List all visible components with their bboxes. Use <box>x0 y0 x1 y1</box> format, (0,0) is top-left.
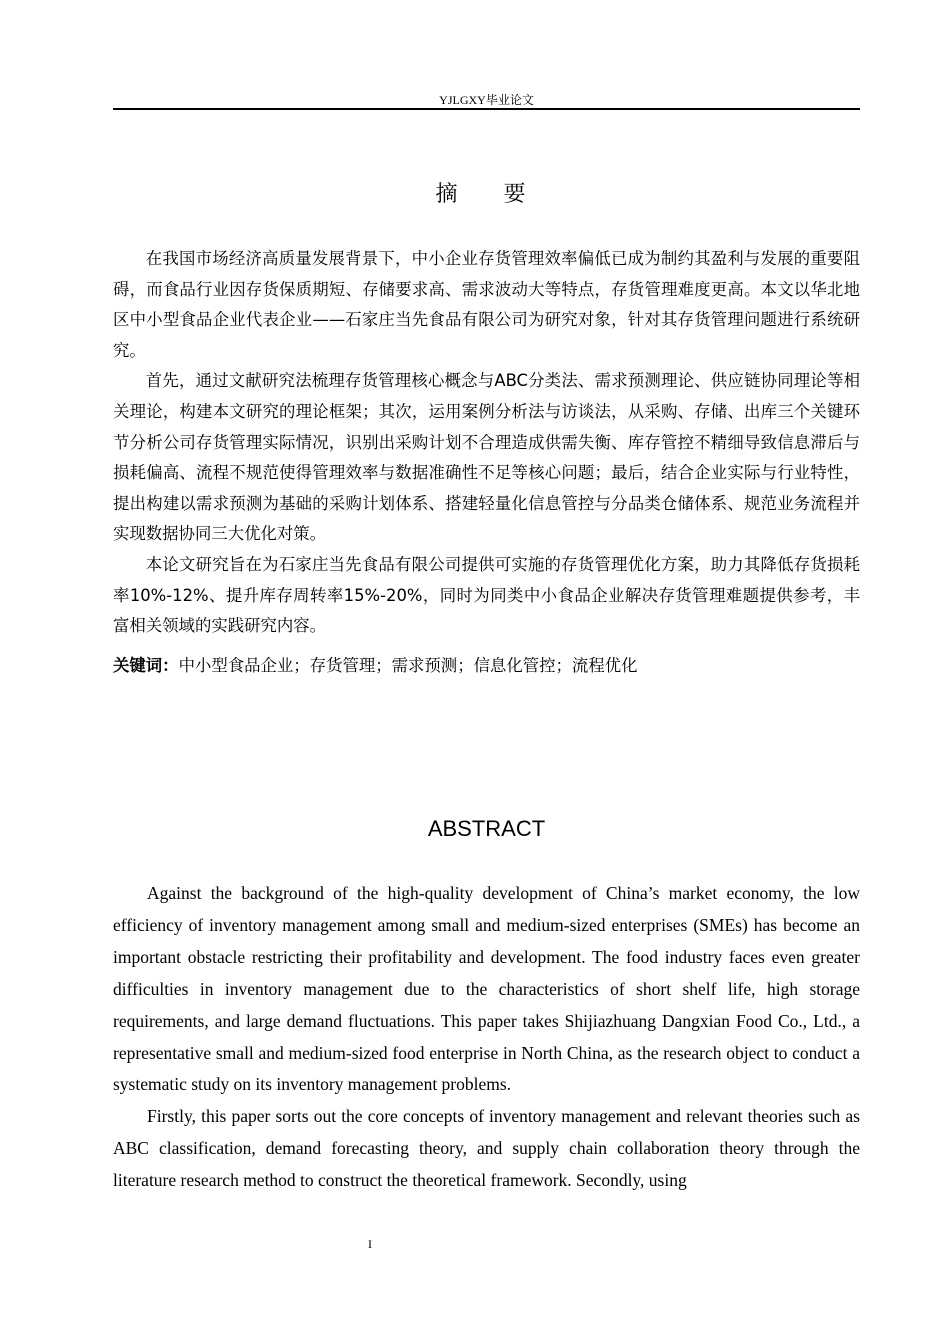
keywords-line <box>113 651 860 682</box>
page-number: I <box>368 1237 372 1251</box>
header-text: YJLGXY毕业论文 <box>439 93 534 107</box>
abstract-cn-body <box>113 244 860 681</box>
abstract-en-body <box>113 878 860 1197</box>
keywords-label: 关键词： <box>113 655 179 675</box>
abstract-en-title: ABSTRACT <box>427 816 546 841</box>
abstract-cn-paragraph: 首先，通过文献研究法梳理存货管理核心概念与ABC分类法、需求预测理论、供应链协同理论等相关理论，构建本文研究的理论框架；其次，运用案例分析法与访谈法，从采购、存储、出库三个关键环节分析公司存货管理实际情况，识别出采购计划不合理造成供需失衡、库存管控不精细导致信息滞后与损耗偏高、流程不规范使得管理效率与数据准确性不足等核心问题；最后，结合企业实际与行业特性，提出构建以需求预测为基础的采购计划体系、搭建轻量化信息管控与分品类仓储体系、规范业务流程并实现数据协同三大优化对策。 <box>113 371 860 544</box>
abstract-en-paragraph: Firstly, this paper sorts out the core concepts of inventory management and relevant theories such as ABC classification, demand forecasting theory, and supply chain collaboration theory through the literature research method to construct the theoretical framework. Secondly, using <box>113 1106 860 1191</box>
abstract-en-paragraph: Against the background of the high-quality development of China’s market economy, the low efficiency of inventory management among small and medium-sized enterprises (SMEs) has become an important obstacle restricting their profitability and development. The food industry faces even greater difficulties in inventory management due to the characteristics of short shelf life, high storage requirements, and large demand fluctuations. This paper takes Shijiazhuang Dangxian Food Co., Ltd., a representative small and medium-sized food enterprise in North China, as the research object to conduct a systematic study on its inventory management problems. <box>113 883 860 1095</box>
abstract-cn-title: 摘 要 <box>435 182 538 207</box>
keywords-text: 中小型食品企业；存货管理；需求预测；信息化管控；流程优化 <box>178 655 638 675</box>
abstract-cn-paragraph: 本论文研究旨在为石家庄当先食品有限公司提供可实施的存货管理优化方案，助力其降低存货损耗率10%-12%、提升库存周转率15%-20%，同时为同类中小食品企业解决存货管理难题提供参考，丰富相关领域的实践研究内容。 <box>113 554 860 636</box>
page-header <box>113 88 860 110</box>
abstract-cn-paragraph: 在我国市场经济高质量发展背景下，中小企业存货管理效率偏低已成为制约其盈利与发展的重要阻碍，而食品行业因存货保质期短、存储要求高、需求波动大等特点，存货管理难度更高。本文以华北地区中小型食品企业代表企业——石家庄当先食品有限公司为研究对象，针对其存货管理问题进行系统研究。 <box>113 249 860 360</box>
